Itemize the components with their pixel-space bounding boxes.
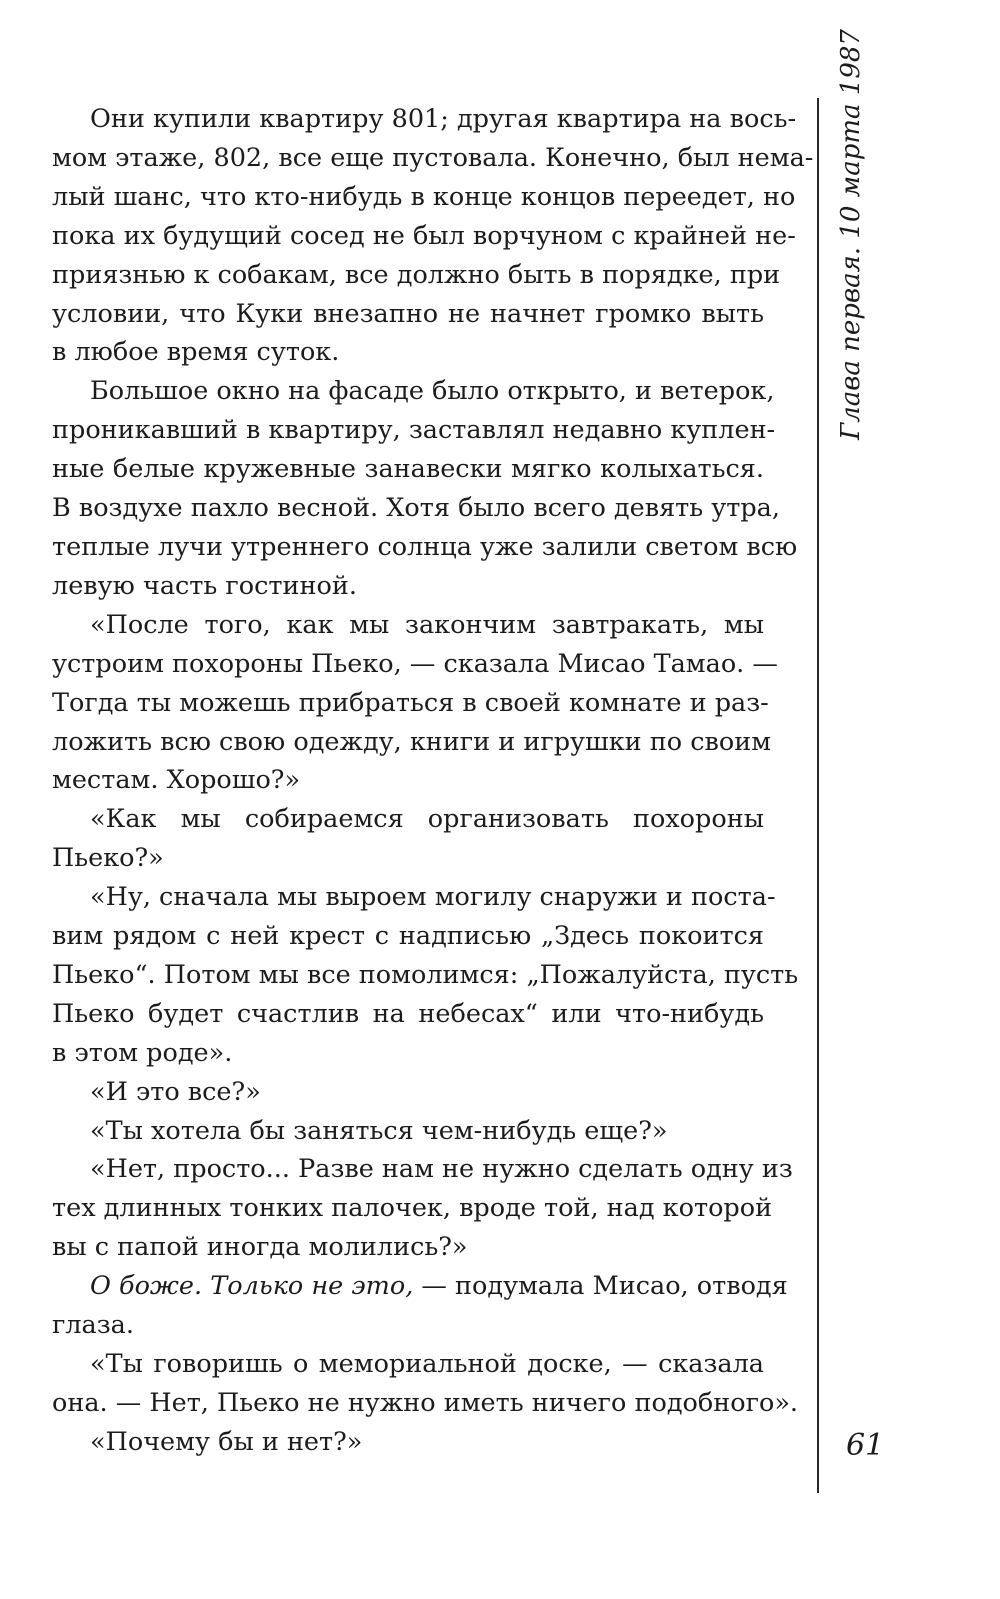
text-line: вы с папой иногда молились?» (52, 1232, 468, 1263)
text-line: «После того, как мы закончим завтракать, мы (90, 609, 764, 640)
italic-thought: О боже. Только не это, (90, 1271, 414, 1302)
text-line: «Ты хотела бы заняться чем-нибудь еще?» (90, 1115, 668, 1146)
text-line: вим рядом с ней крест с надписью „Здесь покоится (52, 921, 764, 952)
text-line: Они купили квартиру 801; другая квартира на вось- (90, 104, 797, 134)
text-line: «И это все?» (90, 1076, 261, 1107)
text-line: в этом роде». (52, 1037, 233, 1068)
text-line: «Ты говоришь о мемориальной доске, — сказала (90, 1349, 764, 1379)
text-line: О боже. Только не это, — подумала Мисао, отводя (90, 1271, 788, 1302)
text-line: «Ну, сначала мы выроем могилу снаружи и поста- (90, 882, 776, 913)
body-text (52, 100, 814, 1462)
text-line: Пьеко?» (52, 843, 164, 874)
text-line: проникавший в квартиру, заставлял недавно куплен- (52, 415, 776, 446)
text-line: «Почему бы и нет?» (90, 1426, 363, 1457)
text-line: условии, что Куки внезапно не начнет громко выть (52, 298, 764, 329)
text-line: приязнью к собакам, все должно быть в порядке, при (52, 259, 781, 290)
text-line: теплые лучи утреннего солнца уже залили светом всю (52, 531, 798, 562)
text-line: В воздухе пахло весной. Хотя было всего девять утра, (52, 493, 780, 524)
text-line: «Нет, просто... Разве нам не нужно сделать одну из (90, 1154, 793, 1185)
text-line: тех длинных тонких палочек, вроде той, над которой (52, 1193, 773, 1224)
text-line: она. — Нет, Пьеко не нужно иметь ничего подобного». (52, 1387, 799, 1418)
text-line: Большое окно на фасаде было открыто, и ветерок, (90, 376, 775, 407)
text-line: ложить всю свою одежду, книги и игрушки по своим (52, 726, 772, 757)
text-line: лый шанс, что кто-нибудь в конце концов переедет, но (52, 181, 796, 212)
text-line: ные белые кружевные занавески мягко колыхаться. (52, 454, 764, 485)
text-line: местам. Хорошо?» (52, 765, 301, 796)
margin-rule (817, 98, 819, 1493)
text-line: Тогда ты можешь прибраться в своей комнате и раз- (52, 687, 769, 718)
running-head: Глава первая. 10 марта 1987 (836, 29, 866, 440)
page-number: 61 (846, 1428, 885, 1463)
text-line: мом этаже, 802, все еще пустовала. Конечно, был нема- (52, 142, 814, 173)
text-line: Пьеко“. Потом мы все помолимся: „Пожалуйста, пусть (52, 959, 799, 990)
text-line: левую часть гостиной. (52, 570, 357, 601)
text-line: пока их будущий сосед не был ворчуном с крайней не- (52, 220, 796, 251)
text-line: «Как мы собираемся организовать похороны (90, 804, 764, 835)
text-line: глаза. (52, 1310, 134, 1341)
text-line: в любое время суток. (52, 337, 340, 368)
text-line-rest: подумала Мисао, отводя (455, 1271, 788, 1302)
text-line: устроим похороны Пьеко, — сказала Мисао Тамао. — (52, 648, 778, 679)
text-line: Пьеко будет счастлив на небесах“ или что-нибудь (52, 998, 764, 1029)
